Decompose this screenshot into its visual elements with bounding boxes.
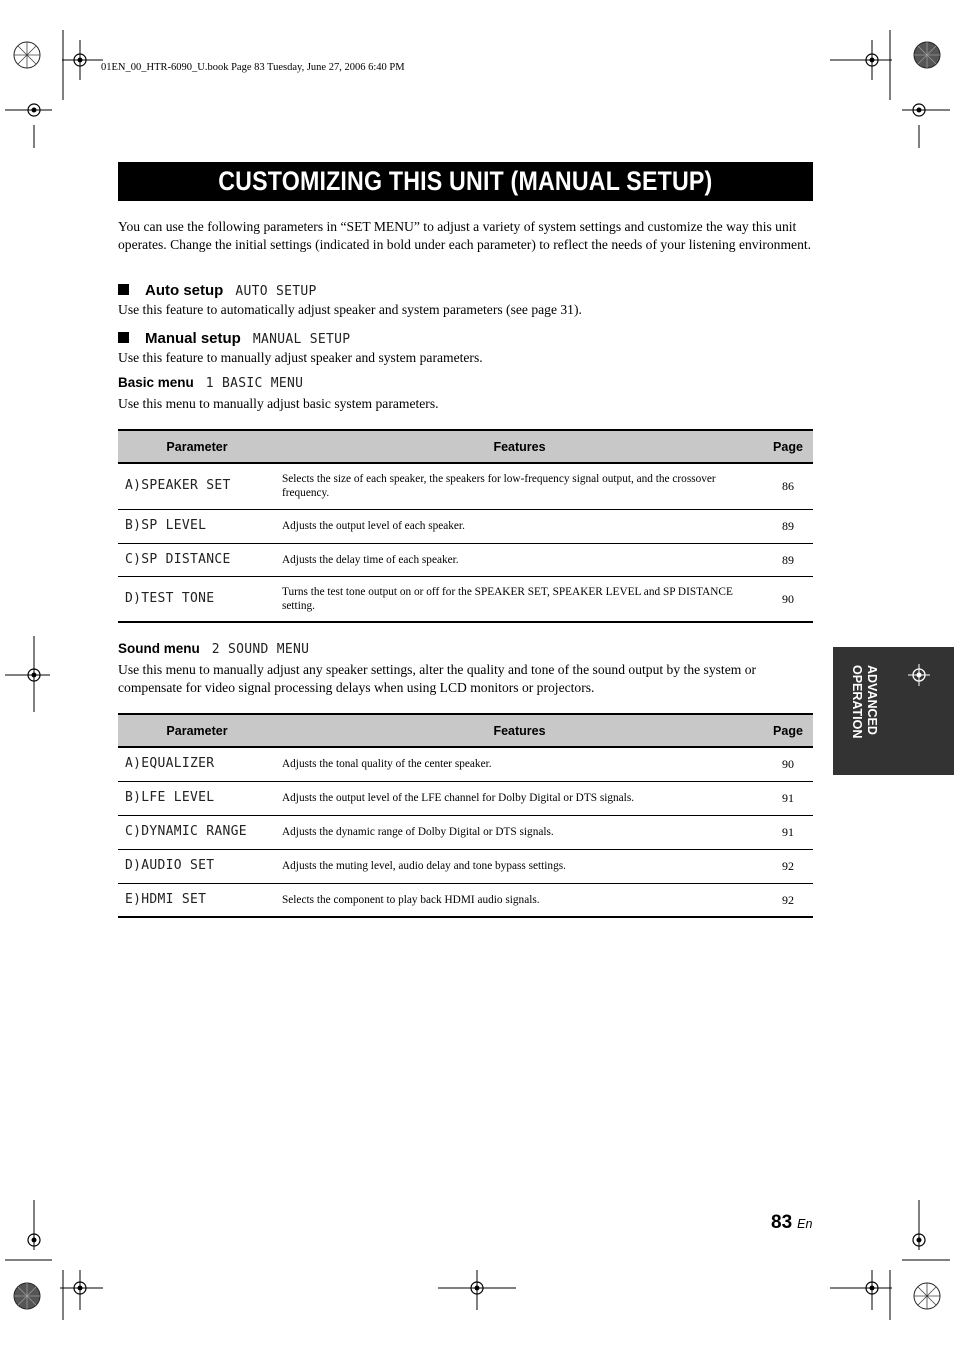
column-header-page: Page xyxy=(763,430,813,463)
page-title-bar xyxy=(118,162,813,201)
column-header-page: Page xyxy=(763,714,813,747)
page-number xyxy=(771,1212,812,1234)
parameter-cell: B)LFE LEVEL xyxy=(118,781,276,815)
parameter-cell: B)SP LEVEL xyxy=(118,509,276,543)
page-cell: 91 xyxy=(763,815,813,849)
parameter-cell: C)SP DISTANCE xyxy=(118,543,276,576)
page-cell: 92 xyxy=(763,883,813,917)
page-title: CUSTOMIZING THIS UNIT (MANUAL SETUP) xyxy=(218,166,713,196)
parameter-cell: D)AUDIO SET xyxy=(118,849,276,883)
column-header-features: Features xyxy=(276,714,763,747)
table-row xyxy=(118,509,813,543)
page-language: En xyxy=(797,1217,813,1231)
features-cell: Adjusts the muting level, audio delay and tone bypass settings. xyxy=(276,849,763,883)
manual-setup-title: Manual setup xyxy=(145,330,241,347)
table-row xyxy=(118,576,813,622)
table-row xyxy=(118,849,813,883)
table-row xyxy=(118,883,813,917)
column-header-parameter: Parameter xyxy=(118,430,276,463)
parameter-cell: D)TEST TONE xyxy=(118,576,276,622)
table-header-row xyxy=(118,430,813,463)
table-row xyxy=(118,781,813,815)
basic-menu-title: Basic menu xyxy=(118,375,194,390)
features-cell: Selects the size of each speaker, the speakers for low-frequency signal output, and the crossover frequency. xyxy=(276,463,763,509)
page-cell: 91 xyxy=(763,781,813,815)
basic-menu-table xyxy=(118,429,813,623)
page-cell: 86 xyxy=(763,463,813,509)
page-cell: 90 xyxy=(763,576,813,622)
table-row xyxy=(118,747,813,781)
page-number-value: 83 xyxy=(771,1212,793,1233)
basic-menu-lcd: 1 BASIC MENU xyxy=(205,376,304,391)
parameter-cell: A)SPEAKER SET xyxy=(118,463,276,509)
auto-setup-title: Auto setup xyxy=(145,282,224,299)
parameter-cell: C)DYNAMIC RANGE xyxy=(118,815,276,849)
sound-menu-title: Sound menu xyxy=(118,641,200,656)
sound-menu-text: Use this menu to manually adjust any speaker settings, alter the quality and tone of the sound output by the system or compensate for video signal processing delays when using LCD monitors or projectors. xyxy=(118,662,757,695)
column-header-parameter: Parameter xyxy=(118,714,276,747)
features-cell: Adjusts the output level of the LFE channel for Dolby Digital or DTS signals. xyxy=(276,781,763,815)
parameter-cell: E)HDMI SET xyxy=(118,883,276,917)
features-cell: Turns the test tone output on or off for the SPEAKER SET, SPEAKER LEVEL and SP DISTANCE setting. xyxy=(276,576,763,622)
auto-setup-text: Use this feature to automatically adjust speaker and system parameters (see page 31). xyxy=(118,302,582,317)
table-row xyxy=(118,543,813,576)
basic-menu-heading xyxy=(118,375,303,391)
features-cell: Adjusts the dynamic range of Dolby Digital or DTS signals. xyxy=(276,815,763,849)
sound-menu-table xyxy=(118,713,813,918)
features-cell: Selects the component to play back HDMI audio signals. xyxy=(276,883,763,917)
square-bullet-icon xyxy=(118,332,129,343)
intro-paragraph: You can use the following parameters in “SET MENU” to adjust a variety of system settings and customize the way this unit operates. Change the initial settings (indicated in bold under each parameter) to reflect the needs of your listening environment. xyxy=(118,219,812,252)
sound-menu-lcd: 2 SOUND MENU xyxy=(211,642,310,657)
page-cell: 90 xyxy=(763,747,813,781)
square-bullet-icon xyxy=(118,284,129,295)
page-cell: 89 xyxy=(763,509,813,543)
table-row xyxy=(118,815,813,849)
parameter-cell: A)EQUALIZER xyxy=(118,747,276,781)
table-header-row xyxy=(118,714,813,747)
sound-menu-heading xyxy=(118,641,309,657)
side-tab-label: ADVANCED OPERATION xyxy=(850,665,879,739)
column-header-features: Features xyxy=(276,430,763,463)
manual-setup-lcd: MANUAL SETUP xyxy=(252,332,351,347)
auto-setup-lcd: AUTO SETUP xyxy=(235,284,317,299)
features-cell: Adjusts the output level of each speaker. xyxy=(276,509,763,543)
table-row xyxy=(118,463,813,509)
auto-setup-heading xyxy=(118,282,317,299)
crosshair-icon xyxy=(908,664,930,686)
basic-menu-text: Use this menu to manually adjust basic system parameters. xyxy=(118,396,439,411)
manual-setup-text: Use this feature to manually adjust speaker and system parameters. xyxy=(118,350,483,365)
manual-setup-heading xyxy=(118,330,350,347)
page-cell: 92 xyxy=(763,849,813,883)
page-cell: 89 xyxy=(763,543,813,576)
features-cell: Adjusts the delay time of each speaker. xyxy=(276,543,763,576)
book-header-line: 01EN_00_HTR-6090_U.book Page 83 Tuesday, June 27, 2006 6:40 PM xyxy=(101,62,405,73)
features-cell: Adjusts the tonal quality of the center speaker. xyxy=(276,747,763,781)
